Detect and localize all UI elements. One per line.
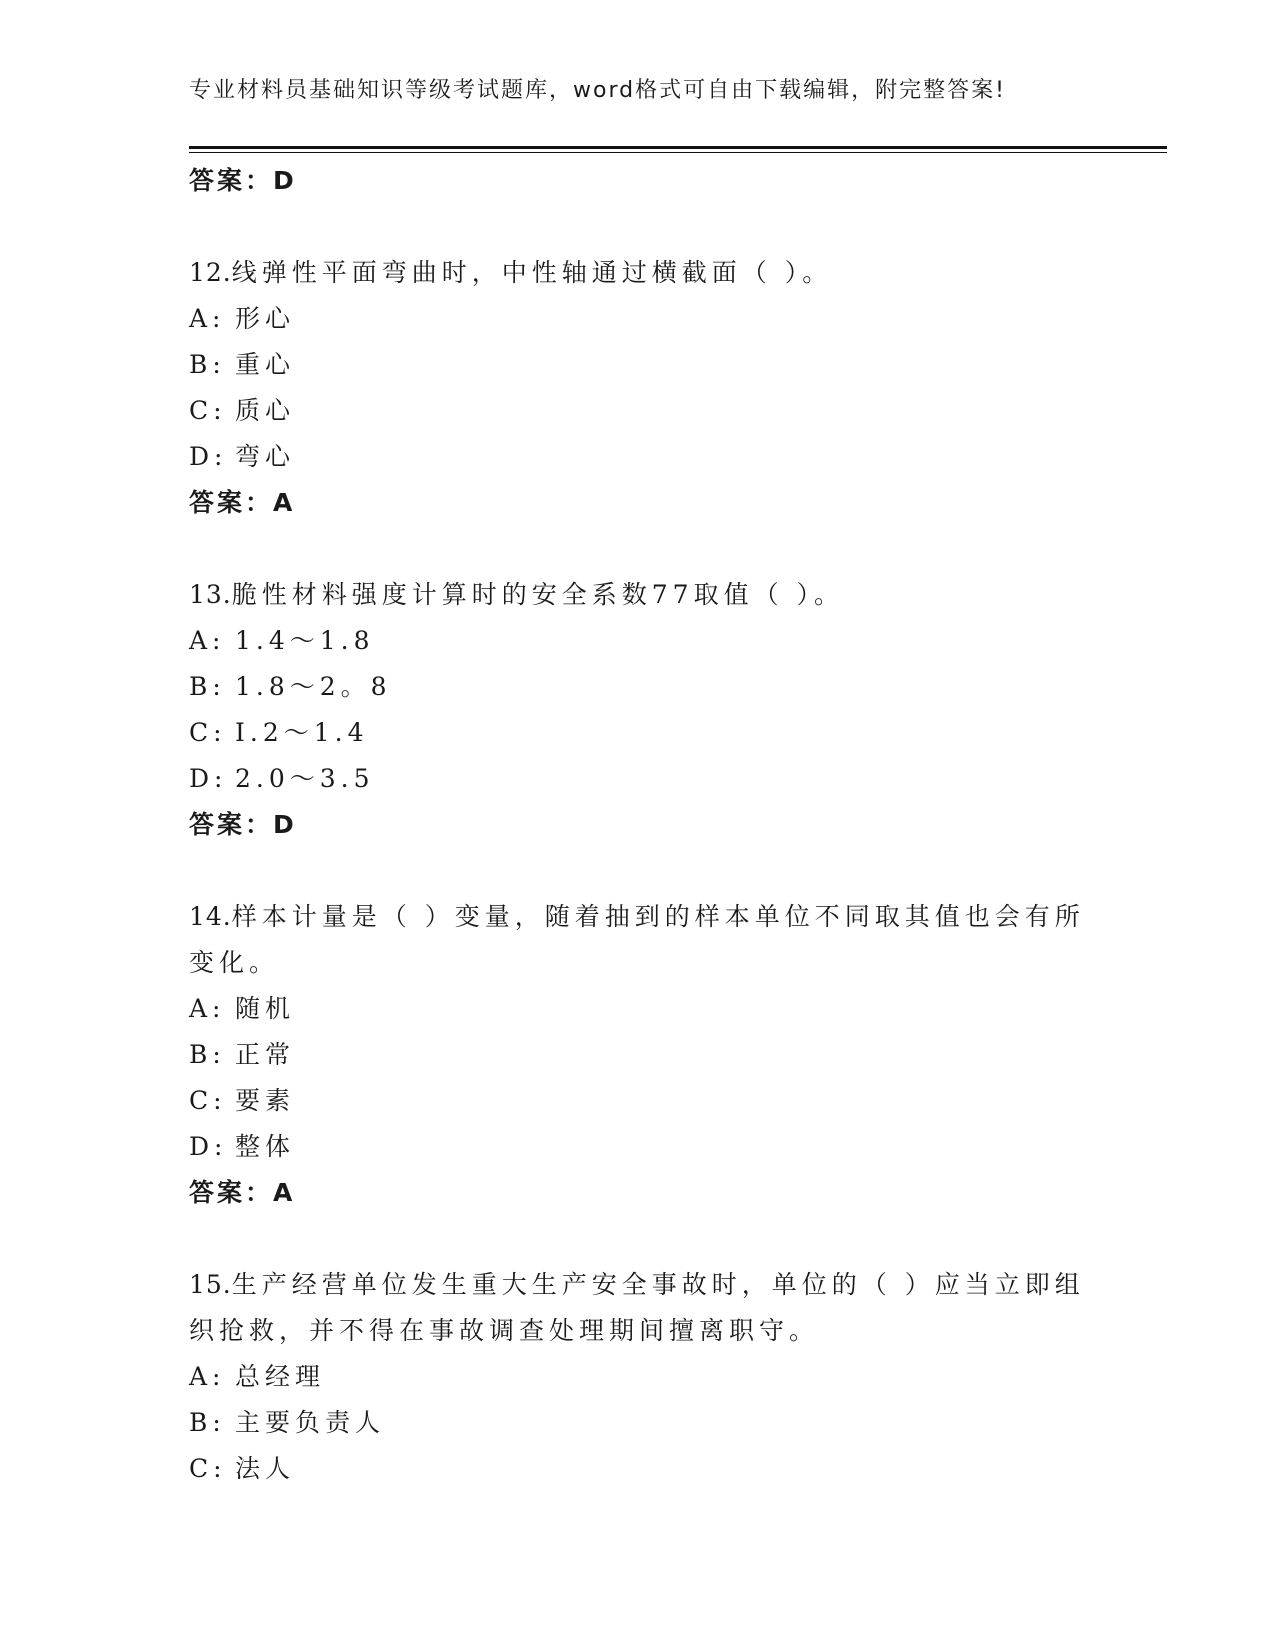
option-label: D: — [189, 1132, 228, 1161]
question-line: 线弹性平面弯曲时，中性轴通过横截面（ ）。 — [231, 258, 833, 287]
option-label: A: — [189, 304, 226, 333]
option-text: I.2～1.4 — [235, 718, 369, 747]
block-gap — [189, 204, 1069, 250]
option-label: B: — [189, 1408, 226, 1437]
option-text: 法人 — [235, 1454, 296, 1483]
option-label: C: — [189, 396, 227, 425]
page-header: 专业材料员基础知识等级考试题库，word格式可自由下载编辑，附完整答案! — [189, 78, 1006, 103]
option-row — [189, 664, 1069, 710]
option-label: C: — [189, 718, 227, 747]
question-number: 15. — [189, 1270, 232, 1299]
option-label: B: — [189, 1040, 226, 1069]
option-label: C: — [189, 1086, 227, 1115]
option-row — [189, 1354, 1069, 1400]
option-text: 随机 — [235, 994, 296, 1023]
option-label: C: — [189, 1454, 227, 1483]
answer-line: 答案：D — [189, 166, 297, 195]
question-number: 12. — [189, 258, 232, 287]
option-row — [189, 1446, 1069, 1492]
option-row — [189, 1400, 1069, 1446]
question-line: 脆性材料强度计算时的安全系数77取值（ ）。 — [231, 580, 845, 609]
option-row — [189, 618, 1069, 664]
question-line: 生产经营单位发生重大生产安全事故时，单位的（ ）应当立即组 — [231, 1270, 1085, 1299]
option-text: 主要负责人 — [235, 1408, 386, 1437]
option-text: 总经理 — [235, 1362, 326, 1391]
option-label: A: — [189, 994, 226, 1023]
header-rule-thick — [189, 146, 1167, 149]
option-row — [189, 388, 1069, 434]
option-label: A: — [189, 626, 226, 655]
answer-line: 答案：D — [189, 810, 297, 839]
option-text: 弯心 — [235, 442, 296, 471]
option-row — [189, 1124, 1069, 1170]
option-label: A: — [189, 1362, 226, 1391]
option-text: 要素 — [235, 1086, 296, 1115]
option-text: 整体 — [235, 1132, 296, 1161]
answer-line: 答案：A — [189, 488, 296, 517]
option-row — [189, 710, 1069, 756]
option-row — [189, 1078, 1069, 1124]
option-label: B: — [189, 672, 226, 701]
block-gap — [189, 848, 1069, 894]
option-label: D: — [189, 764, 228, 793]
question-number: 13. — [189, 580, 232, 609]
block-gap — [189, 526, 1069, 572]
option-text: 1.8～2。8 — [235, 672, 392, 701]
question-text — [189, 1262, 1085, 1308]
option-text: 2.0～3.5 — [235, 764, 375, 793]
header-rule-thin — [189, 152, 1167, 153]
question-line: 样本计量是（ ）变量，随着抽到的样本单位不同取其值也会有所 — [231, 902, 1085, 931]
option-text: 重心 — [235, 350, 296, 379]
option-text: 形心 — [235, 304, 296, 333]
question-list — [189, 158, 1085, 1492]
block-gap — [189, 1216, 1069, 1262]
option-row — [189, 1032, 1069, 1078]
question-text — [189, 894, 1085, 940]
option-label: D: — [189, 442, 228, 471]
option-row — [189, 296, 1069, 342]
option-row — [189, 986, 1069, 1032]
option-text: 1.4～1.8 — [235, 626, 375, 655]
question-text-continued: 织抢救，并不得在事故调查处理期间擅离职守。 — [189, 1316, 820, 1345]
question-number: 14. — [189, 902, 232, 931]
option-label: B: — [189, 350, 226, 379]
question-text-continued: 变化。 — [189, 948, 280, 977]
option-row — [189, 434, 1069, 480]
answer-line: 答案：A — [189, 1178, 296, 1207]
question-text — [189, 250, 1069, 296]
option-text: 质心 — [235, 396, 296, 425]
option-text: 正常 — [235, 1040, 296, 1069]
option-row — [189, 342, 1069, 388]
question-text — [189, 572, 1069, 618]
option-row — [189, 756, 1069, 802]
